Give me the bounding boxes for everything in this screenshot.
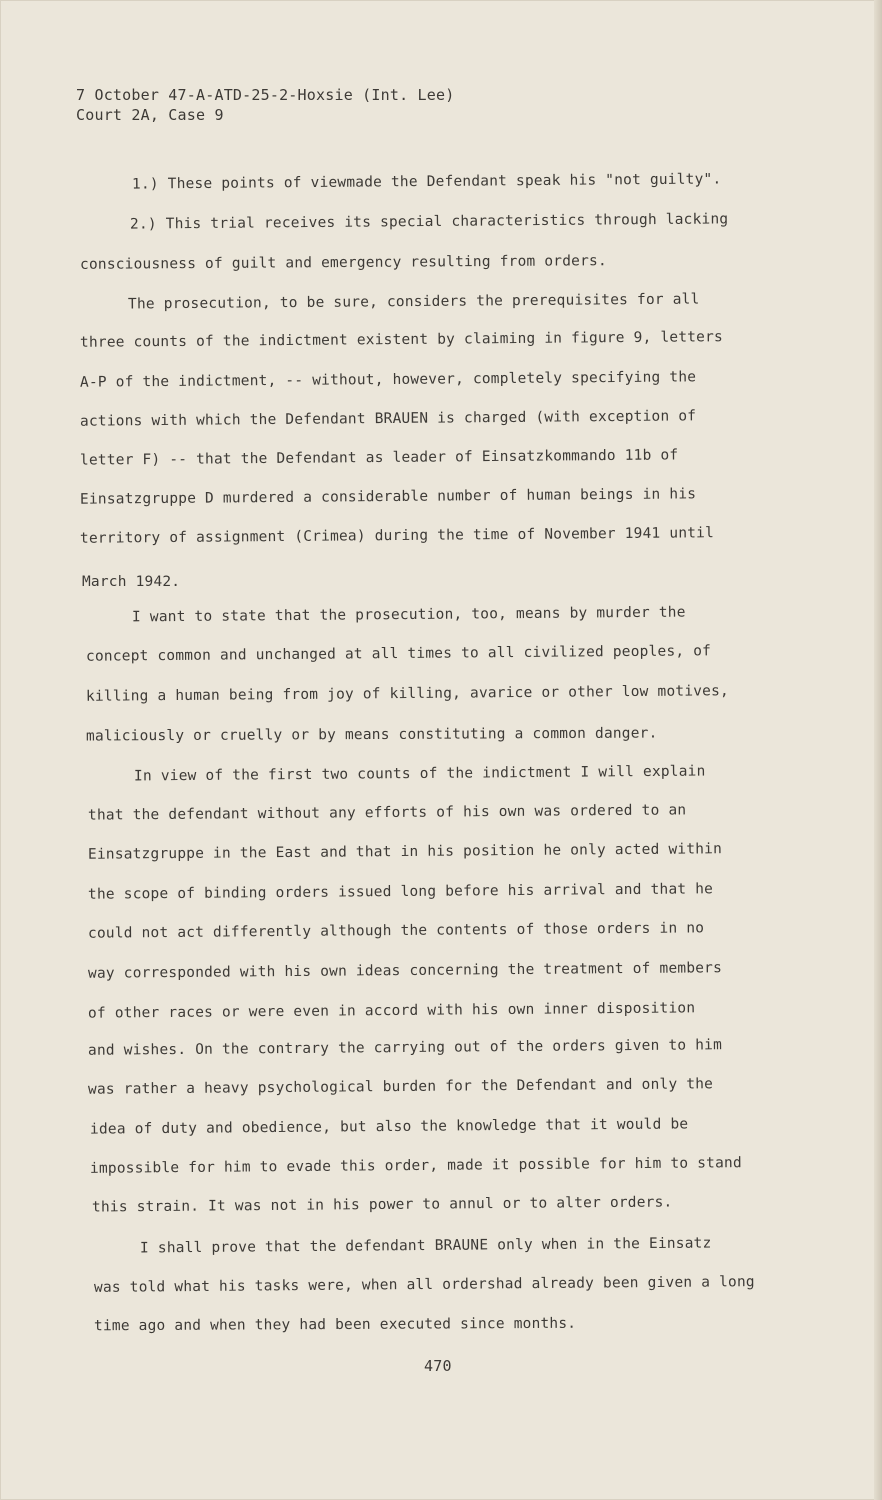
- body-line: concept common and unchanged at all times to all civilized peoples, of: [85, 643, 712, 665]
- body-line: I shall prove that the defendant BRAUNE only when in the Einsatz: [139, 1235, 712, 1257]
- body-line: killing a human being from joy of killing, avarice or other low motives,: [85, 683, 730, 705]
- body-line: idea of duty and obedience, but also the knowledge that it would be: [89, 1116, 689, 1138]
- body-line: The prosecution, to be sure, considers the prerequisites for all: [127, 291, 700, 313]
- header-line-2: Court 2A, Case 9: [76, 106, 224, 124]
- body-line: was told what his tasks were, when all ordershad already been given a long: [93, 1274, 755, 1296]
- body-line: impossible for him to evade this order, made it possible for him to stand: [89, 1155, 742, 1177]
- body-line: territory of assignment (Crimea) during the time of November 1941 until: [79, 525, 715, 547]
- body-line: March 1942.: [82, 574, 181, 590]
- body-line: I want to state that the prosecution, too, means by murder the: [131, 604, 686, 626]
- body-line: 1.) These points of viewmade the Defendant speak his "not guilty".: [131, 171, 722, 193]
- page-edge: [874, 0, 882, 1500]
- header-line-1: 7 October 47-A-ATD-25-2-Hoxsie (Int. Lee): [76, 86, 455, 104]
- body-line: 2.) This trial receives its special characteristics through lacking: [129, 211, 729, 233]
- body-line: that the defendant without any efforts of his own was ordered to an: [87, 802, 687, 824]
- body-line: was rather a heavy psychological burden for the Defendant and only the: [87, 1076, 714, 1098]
- body-line: A-P of the indictment, -- without, however, completely specifying the: [79, 369, 697, 391]
- body-line: maliciously or cruelly or by means constituting a common danger.: [85, 725, 658, 745]
- body-line: actions with which the Defendant BRAUEN is charged (with exception of: [79, 408, 697, 430]
- body-line: could not act differently although the contents of those orders in no: [87, 920, 705, 942]
- body-line: In view of the first two counts of the indictment I will explain: [133, 763, 706, 785]
- body-line: of other races or were even in accord with his own inner disposition: [87, 1000, 696, 1022]
- body-line: the scope of binding orders issued long before his arrival and that he: [87, 881, 714, 903]
- body-line: consciousness of guilt and emergency resulting from orders.: [79, 253, 607, 273]
- body-line: way corresponded with his own ideas concerning the treatment of members: [87, 960, 723, 982]
- body-line: and wishes. On the contrary the carrying out of the orders given to him: [87, 1037, 723, 1059]
- body-line: three counts of the indictment existent by claiming in figure 9, letters: [79, 329, 724, 351]
- body-line: letter F) -- that the Defendant as leader of Einsatzkommando 11b of: [79, 447, 679, 469]
- body-line: time ago and when they had been executed since months.: [93, 1315, 577, 1335]
- body-line: this strain. It was not in his power to annul or to alter orders.: [91, 1194, 673, 1216]
- body-line: Einsatzgruppe D murdered a considerable number of human beings in his: [79, 486, 697, 508]
- page-number: 470: [424, 1357, 452, 1375]
- body-line: Einsatzgruppe in the East and that in his position he only acted within: [87, 841, 723, 863]
